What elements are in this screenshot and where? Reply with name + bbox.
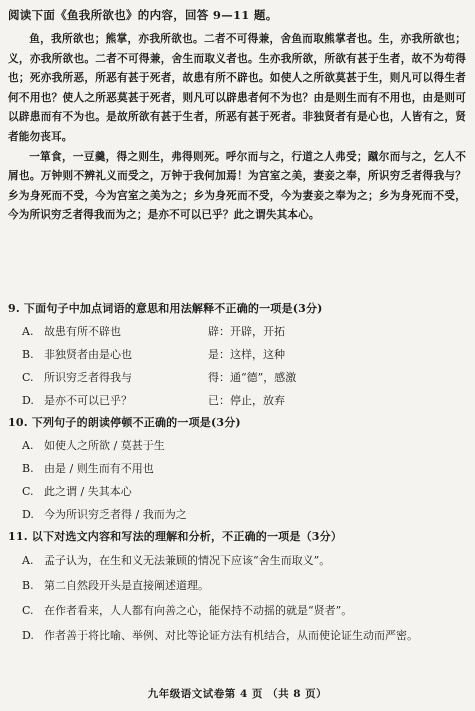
question-9-stem: 9. 下面句子中加点词语的意思和用法解释不正确的一项是(3分) xyxy=(8,302,323,315)
option-text: 是亦不可以已乎？ xyxy=(44,394,132,407)
option-explanation: 是：这样，这种 xyxy=(208,348,285,361)
option-letter: C. xyxy=(22,485,34,498)
question-10-stem: 10. 下列句子的朗读停顿不正确的一项是(3分) xyxy=(8,416,241,429)
option-text: 作者善于将比喻、举例、对比等论证方法有机结合，从而使论证生动而严密。 xyxy=(44,629,418,642)
option-letter: B. xyxy=(22,348,34,361)
question-9-option-d xyxy=(8,389,468,412)
classical-passage xyxy=(8,30,466,226)
question-9-option-a xyxy=(8,320,468,343)
passage-paragraph-1: 鱼，我所欲也；熊掌，亦我所欲也。二者不可得兼，舍鱼而取熊掌者也。生，亦我所欲也；义，亦我所欲也。二者不可得兼，舍生而取义者也。生亦我所欲，所欲有甚于生者，故不为苟得也；死亦我所恶，所恶有甚于死者，故患有所不辟也。如使人之所欲莫甚于生，则凡可以得生者何不用也？使人之所恶莫甚于死者，则凡可以辟患者何不为也？由是则生而有不用也，由是则可以辟患而有不为也。是故所欲有甚于生者，所恶有甚于死者。非独贤者有是心也，人皆有之，贤者能勿丧耳。 xyxy=(8,33,466,143)
question-9 xyxy=(8,298,468,412)
question-11 xyxy=(8,526,468,648)
option-letter: D. xyxy=(22,629,34,642)
option-explanation: 得：通“德”，感激 xyxy=(208,371,297,384)
option-letter: C. xyxy=(22,604,34,617)
option-letter: C. xyxy=(22,371,34,384)
option-text: 如使人之所欲 / 莫甚于生 xyxy=(44,439,165,452)
passage-paragraph-2: 一箪食，一豆羹，得之则生，弗得则死。呼尔而与之，行道之人弗受；蹴尔而与之，乞人不屑也。万钟则不辨礼义而受之，万钟于我何加焉！为宫室之美，妻妾之奉，所识穷乏者得我与？乡为身死而不受，今为宫室之美为之；乡为身死而不受，今为妻妾之奉为之；乡为身死而不受，今为所识穷乏者得我而为之；是亦不可以已乎？此之谓失其本心。 xyxy=(8,150,466,222)
option-text: 故患有所不辟也 xyxy=(44,325,121,338)
option-letter: A. xyxy=(22,554,34,567)
option-text: 今为所识穷乏者得 / 我而为之 xyxy=(44,508,187,521)
question-10-option-d xyxy=(8,503,468,526)
question-11-option-a xyxy=(8,548,468,573)
question-10 xyxy=(8,412,468,526)
option-explanation: 辟：开辟，开拓 xyxy=(208,325,285,338)
option-letter: D. xyxy=(22,394,34,407)
question-list xyxy=(8,298,468,648)
question-9-option-b xyxy=(8,343,468,366)
option-text: 所识穷乏者得我与 xyxy=(44,371,132,384)
option-text: 孟子认为，在生和义无法兼顾的情况下应该“舍生而取义”。 xyxy=(44,554,331,567)
question-11-option-c xyxy=(8,598,468,623)
question-11-option-d xyxy=(8,623,468,648)
option-text: 此之谓 / 失其本心 xyxy=(44,485,132,498)
option-explanation: 已：停止，放弃 xyxy=(208,394,285,407)
option-letter: A. xyxy=(22,325,34,338)
page-footer: 九年级语文试卷第 4 页 （共 8 页） xyxy=(147,688,328,700)
reading-instruction: 阅读下面《鱼我所欲也》的内容，回答 9—11 题。 xyxy=(8,8,278,22)
question-10-option-b xyxy=(8,457,468,480)
option-letter: A. xyxy=(22,439,34,452)
option-text: 由是 / 则生而有不用也 xyxy=(44,462,154,475)
option-text: 非独贤者由是心也 xyxy=(44,348,132,361)
question-9-option-c xyxy=(8,366,468,389)
question-11-option-b xyxy=(8,573,468,598)
option-letter: B. xyxy=(22,462,34,475)
question-10-option-a xyxy=(8,434,468,457)
option-letter: D. xyxy=(22,508,34,521)
question-11-stem: 11. 以下对选文内容和写法的理解和分析，不正确的一项是（3分） xyxy=(8,530,343,543)
question-10-option-c xyxy=(8,480,468,503)
option-letter: B. xyxy=(22,579,34,592)
option-text: 第二自然段开头是直接阐述道理。 xyxy=(44,579,209,592)
option-text: 在作者看来，人人都有向善之心，能保持不动摇的就是“贤者”。 xyxy=(44,604,353,617)
